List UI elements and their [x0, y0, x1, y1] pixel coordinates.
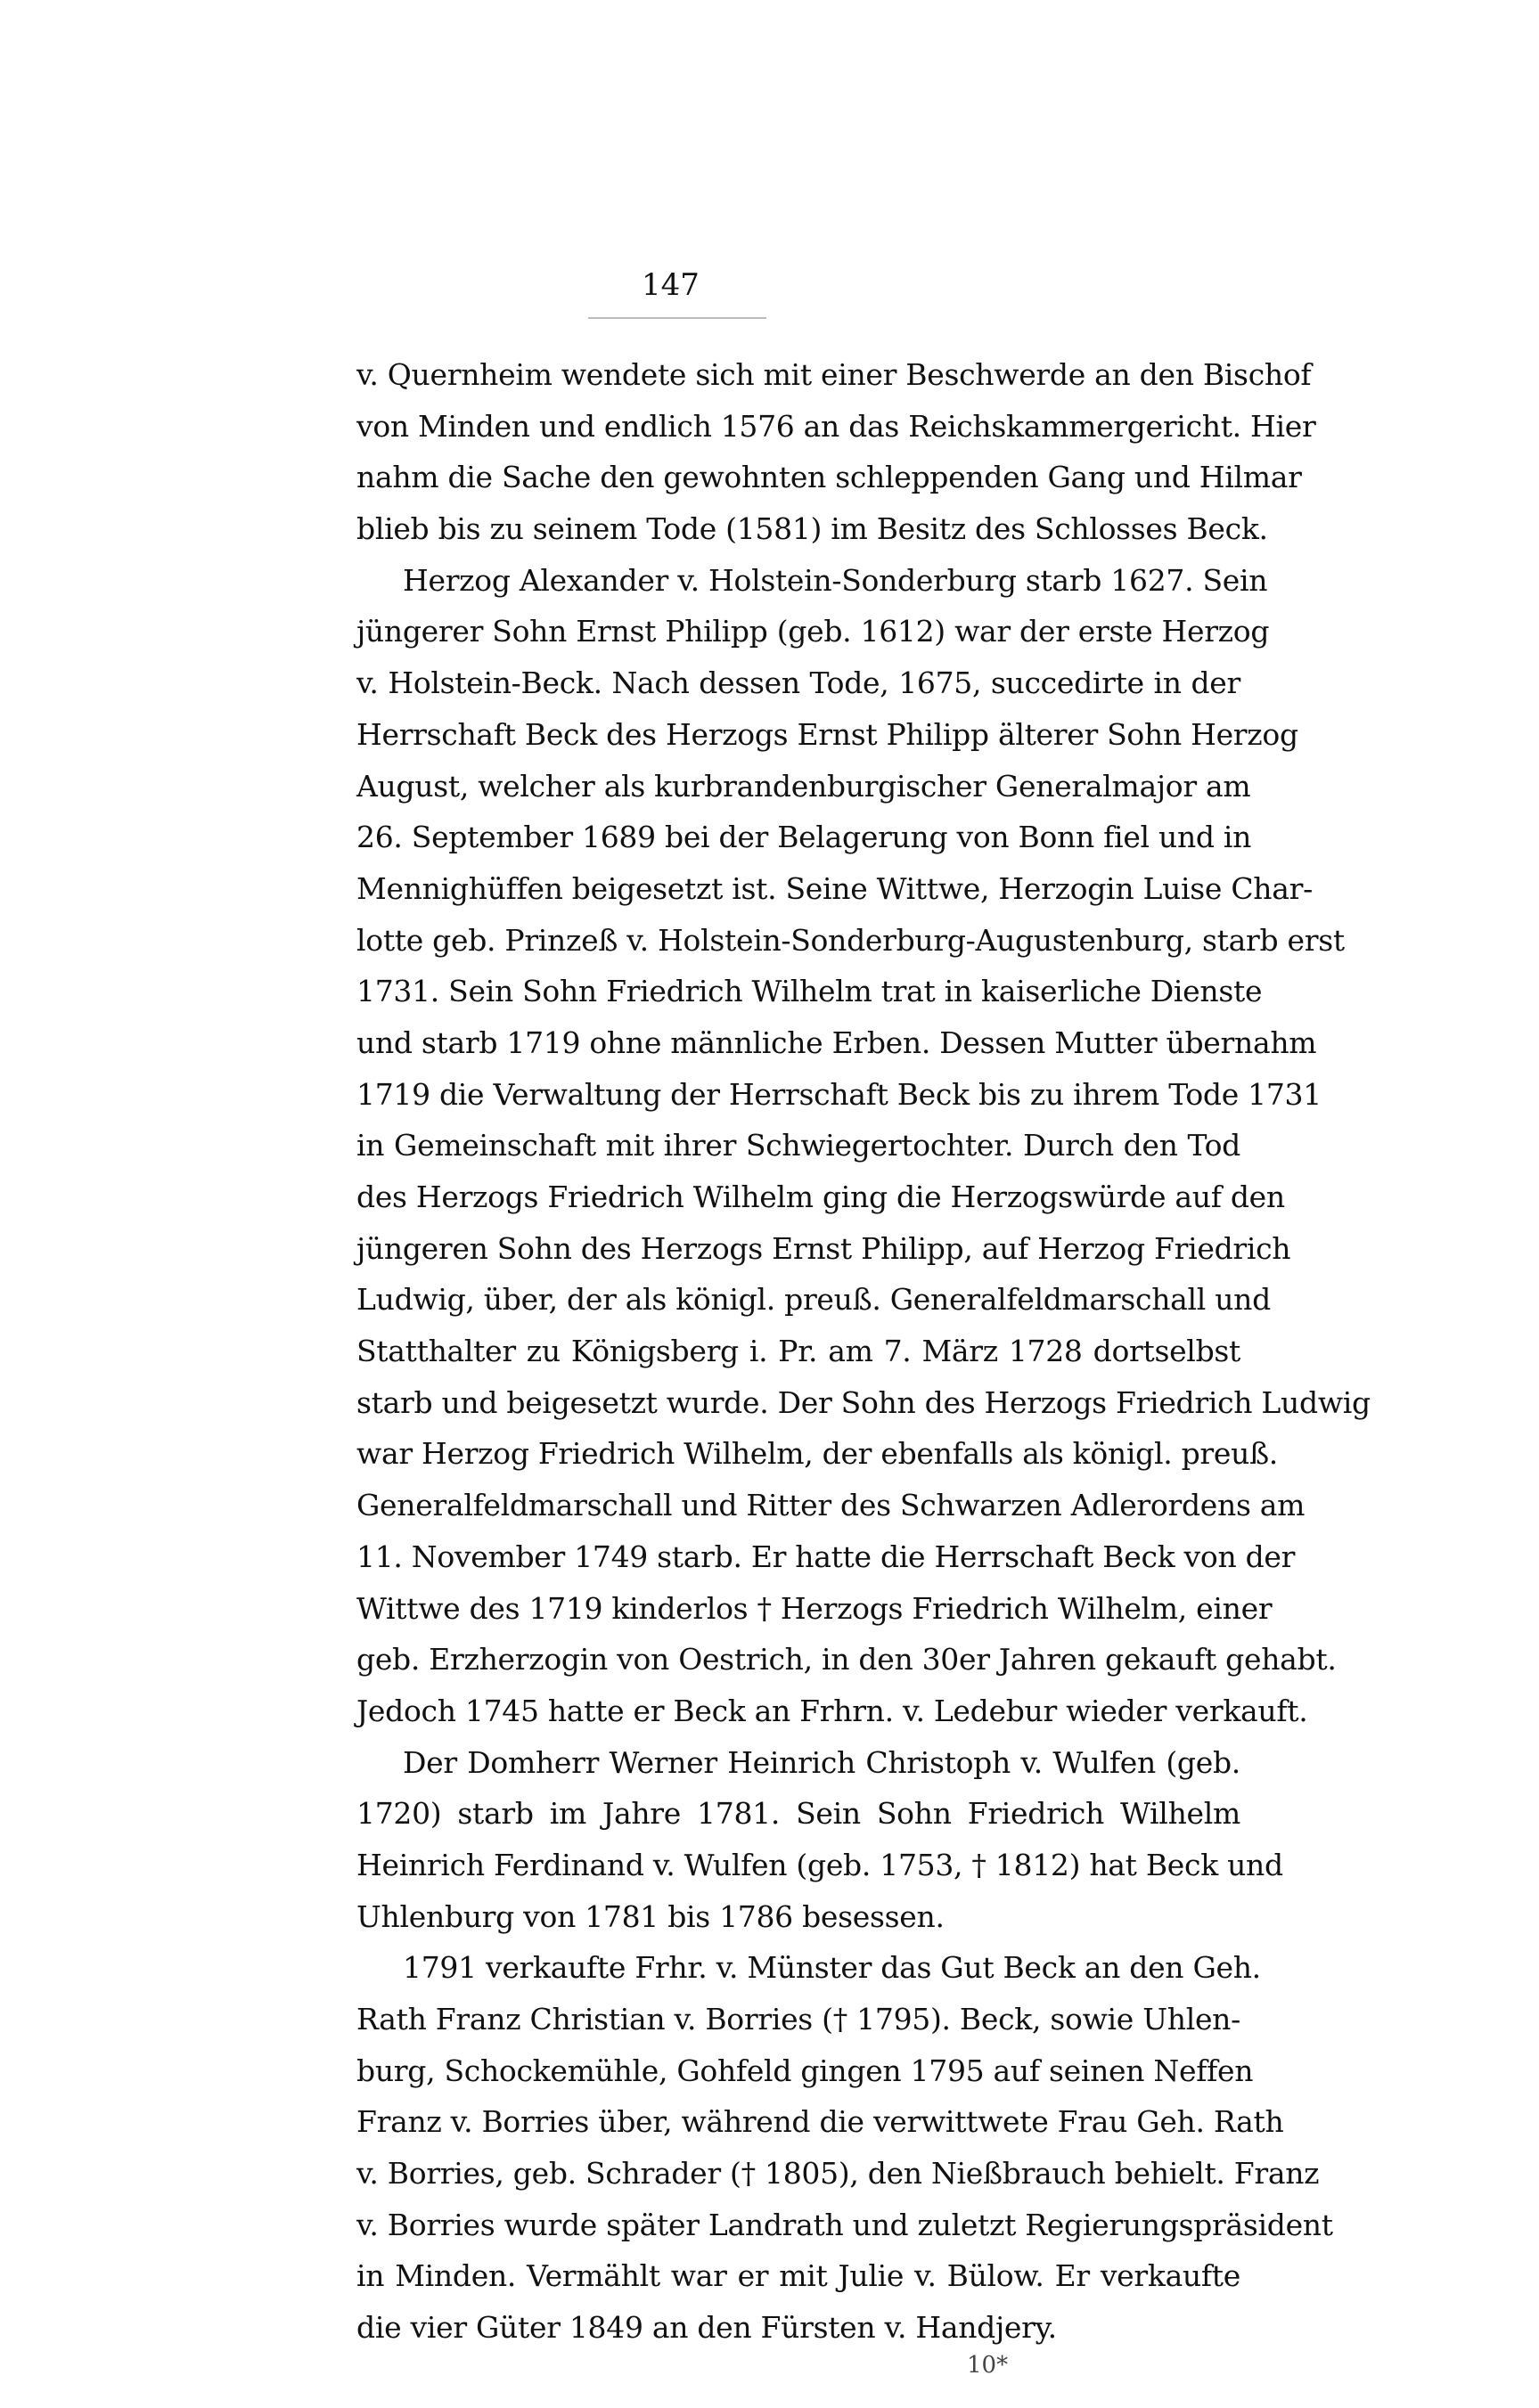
text-line: und starb 1719 ohne männliche Erben. Dessen Mutter übernahm	[356, 1024, 1317, 1060]
text-line: Rath Franz Christian v. Borries († 1795). Beck, sowie Uhlen-	[356, 2002, 1240, 2037]
text-line: 1719 die Verwaltung der Herrschaft Beck bis zu ihrem Tode 1731	[356, 1076, 1322, 1112]
text-line: starb und beigesetzt wurde. Der Sohn des Herzogs Friedrich Ludwig	[356, 1384, 1371, 1420]
text-line: 11. November 1749 starb. Er hatte die Herrschaft Beck von der	[356, 1539, 1296, 1574]
text-line: Wittwe des 1719 kinderlos † Herzogs Friedrich Wilhelm, einer	[356, 1590, 1273, 1626]
signature-mark: 10*	[967, 2352, 1009, 2379]
text-line: Mennighüffen beigesetzt ist. Seine Wittwe, Herzogin Luise Char-	[356, 870, 1313, 906]
text-line: 1731. Sein Sohn Friedrich Wilhelm trat in kaiserliche Dienste	[356, 974, 1263, 1009]
text-line: war Herzog Friedrich Wilhelm, der ebenfalls als königl. preuß.	[356, 1436, 1279, 1472]
text-line: jüngeren Sohn des Herzogs Ernst Philipp, auf Herzog Friedrich	[356, 1230, 1291, 1266]
text-line: Franz v. Borries über, während die verwittwete Frau Geh. Rath	[356, 2104, 1284, 2140]
text-line: in Gemeinschaft mit ihrer Schwiegertochter. Durch den Tod	[356, 1128, 1240, 1163]
text-line: Generalfeldmarschall und Ritter des Schwarzen Adlerordens am	[356, 1488, 1306, 1523]
text-line: in Minden. Vermählt war er mit Julie v. Bülow. Er verkaufte	[356, 2258, 1240, 2294]
text-line: August, welcher als kurbrandenburgischer Generalmajor am	[356, 768, 1251, 804]
text-line: lotte geb. Prinzeß v. Holstein-Sonderburg-Augustenburg, starb erst	[356, 922, 1345, 958]
page-number-rule	[588, 317, 766, 319]
text-line: 26. September 1689 bei der Belagerung von Bonn fiel und in	[356, 820, 1252, 855]
text-line: von Minden und endlich 1576 an das Reichskammergericht. Hier	[356, 408, 1316, 444]
text-line: v. Quernheim wendete sich mit einer Beschwerde an den Bischof	[356, 357, 1312, 392]
text-line: v. Borries, geb. Schrader († 1805), den Nießbrauch behielt. Franz	[356, 2156, 1320, 2192]
text-line: Uhlenburg von 1781 bis 1786 besessen.	[356, 1898, 945, 1934]
text-line: Heinrich Ferdinand v. Wulfen (geb. 1753, † 1812) hat Beck und	[356, 1847, 1283, 1882]
page-number: 147	[642, 267, 700, 303]
body-text	[356, 349, 1371, 2354]
text-line: Der Domherr Werner Heinrich Christoph v. Wulfen (geb.	[403, 1744, 1240, 1780]
text-line: geb. Erzherzogin von Oestrich, in den 30er Jahren gekauft gehabt.	[356, 1642, 1337, 1677]
text-line: v. Borries wurde später Landrath und zuletzt Regierungspräsident	[356, 2207, 1333, 2242]
text-line: Jedoch 1745 hatte er Beck an Frhrn. v. Ledebur wieder verkauft.	[356, 1693, 1308, 1728]
text-line: Herrschaft Beck des Herzogs Ernst Philipp älterer Sohn Herzog	[356, 716, 1298, 752]
text-line: die vier Güter 1849 an den Fürsten v. Handjery.	[356, 2310, 1057, 2346]
text-line: burg, Schockemühle, Gohfeld gingen 1795 auf seinen Neffen	[356, 2053, 1254, 2088]
text-line: des Herzogs Friedrich Wilhelm ging die Herzogswürde auf den	[356, 1180, 1285, 1214]
text-line: nahm die Sache den gewohnten schleppenden Gang und Hilmar	[356, 460, 1302, 495]
text-line: Ludwig, über, der als königl. preuß. Generalfeldmarschall und	[356, 1282, 1271, 1318]
text-line: Herzog Alexander v. Holstein-Sonderburg starb 1627. Sein	[403, 562, 1268, 598]
text-line: Statthalter zu Königsberg i. Pr. am 7. März 1728 dortselbst	[356, 1334, 1240, 1369]
text-line: jüngerer Sohn Ernst Philipp (geb. 1612) war der erste Herzog	[356, 614, 1270, 649]
text-line: 1720) starb im Jahre 1781. Sein Sohn Friedrich Wilhelm	[356, 1796, 1240, 1832]
text-line: blieb bis zu seinem Tode (1581) im Besitz des Schlosses Beck.	[356, 511, 1268, 547]
text-line: 1791 verkaufte Frhr. v. Münster das Gut Beck an den Geh.	[403, 1950, 1261, 1986]
text-line: v. Holstein-Beck. Nach dessen Tode, 1675, succedirte in der	[356, 665, 1240, 701]
